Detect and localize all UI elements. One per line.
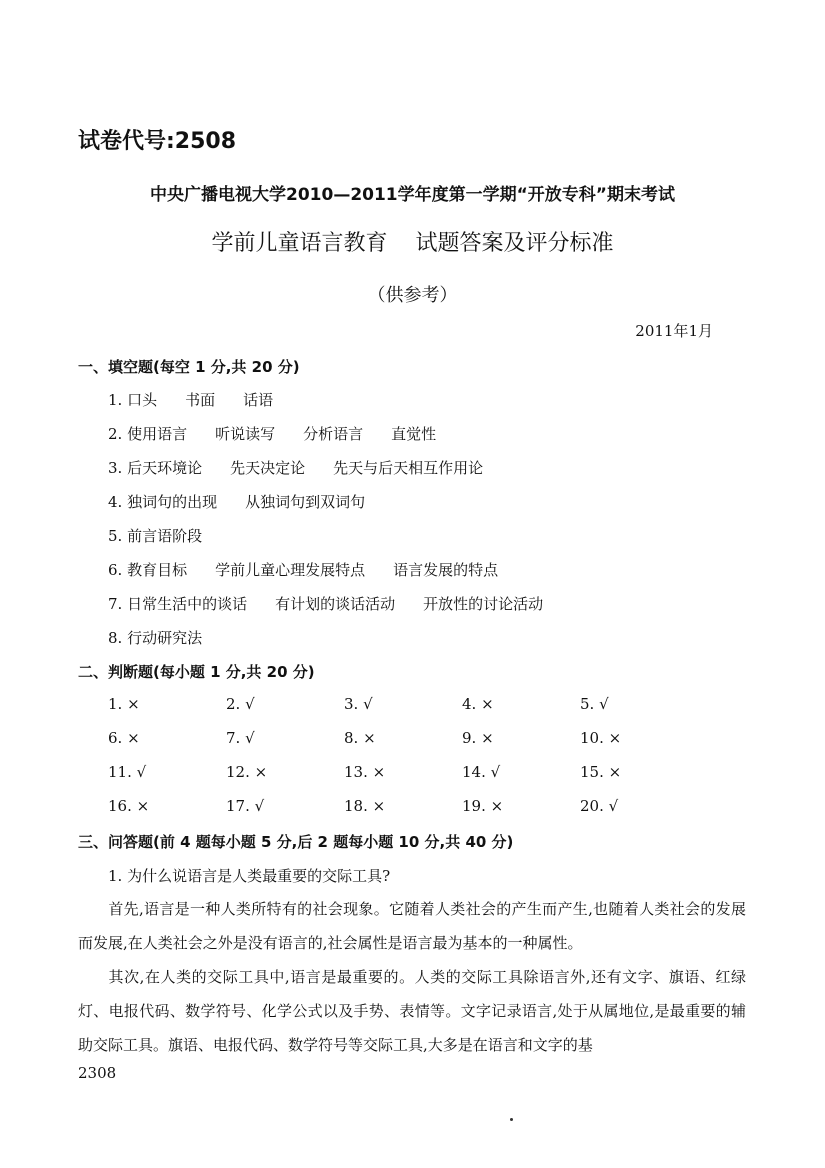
- true-false-row: 11. √ 12. × 13. × 14. √ 15. ×: [108, 763, 622, 781]
- true-false-row: 16. × 17. √ 18. × 19. × 20. √: [108, 797, 619, 815]
- subject-name: 学前儿童语言教育: [211, 231, 388, 256]
- subject-title: [0, 226, 825, 257]
- page-number: 2308: [78, 1064, 117, 1082]
- exam-date: 2011年1月: [635, 322, 713, 340]
- answer-paragraph-1: 首先,语言是一种人类所特有的社会现象。它随着人类社会的产生而产生,也随着人类社会的发展而发展,在人类社会之外是没有语言的,社会属性是语言最为基本的一种属性。: [78, 900, 746, 952]
- document-type: 试题答案及评分标准: [415, 231, 614, 256]
- fill-answer-row: 2. 使用语言 听说读写 分析语言 直觉性: [108, 425, 437, 443]
- exam-title: 中央广播电视大学2010—2011学年度第一学期“开放专科”期末考试: [150, 185, 675, 205]
- fill-answer-row: 7. 日常生活中的谈话 有计划的谈话活动 开放性的讨论活动: [108, 595, 544, 613]
- section-fill-in-title: 一、填空题(每空 1 分,共 20 分): [78, 358, 300, 376]
- scan-speck: [510, 1118, 513, 1121]
- fill-answer-row: 1. 口头 书面 话语: [108, 391, 274, 409]
- section-true-false-title: 二、判断题(每小题 1 分,共 20 分): [78, 663, 315, 681]
- reference-note: （供参考）: [367, 285, 458, 306]
- true-false-row: 1. × 2. √ 3. √ 4. × 5. √: [108, 695, 609, 713]
- fill-answer-row: 8. 行动研究法: [108, 629, 203, 647]
- fill-answer-row: 3. 后天环境论 先天决定论 先天与后天相互作用论: [108, 459, 484, 477]
- question-1: 1. 为什么说语言是人类最重要的交际工具?: [108, 867, 391, 885]
- section-short-answer-title: 三、问答题(前 4 题每小题 5 分,后 2 题每小题 10 分,共 40 分): [78, 833, 514, 851]
- exam-code: 试卷代号:2508: [78, 129, 237, 154]
- true-false-row: 6. × 7. √ 8. × 9. × 10. ×: [108, 729, 622, 747]
- answer-paragraph-2: 其次,在人类的交际工具中,语言是最重要的。人类的交际工具除语言外,还有文字、旗语、红绿灯、电报代码、数学符号、化学公式以及手势、表情等。文字记录语言,处于从属地位,是最重要的辅助交际工具。旗语、电报代码、数学符号等交际工具,大多是在语言和文字的基: [78, 968, 746, 1054]
- fill-answer-row: 6. 教育目标 学前儿童心理发展特点 语言发展的特点: [108, 561, 499, 579]
- fill-answer-row: 5. 前言语阶段: [108, 527, 203, 545]
- fill-answer-row: 4. 独词句的出现 从独词句到双词句: [108, 493, 366, 511]
